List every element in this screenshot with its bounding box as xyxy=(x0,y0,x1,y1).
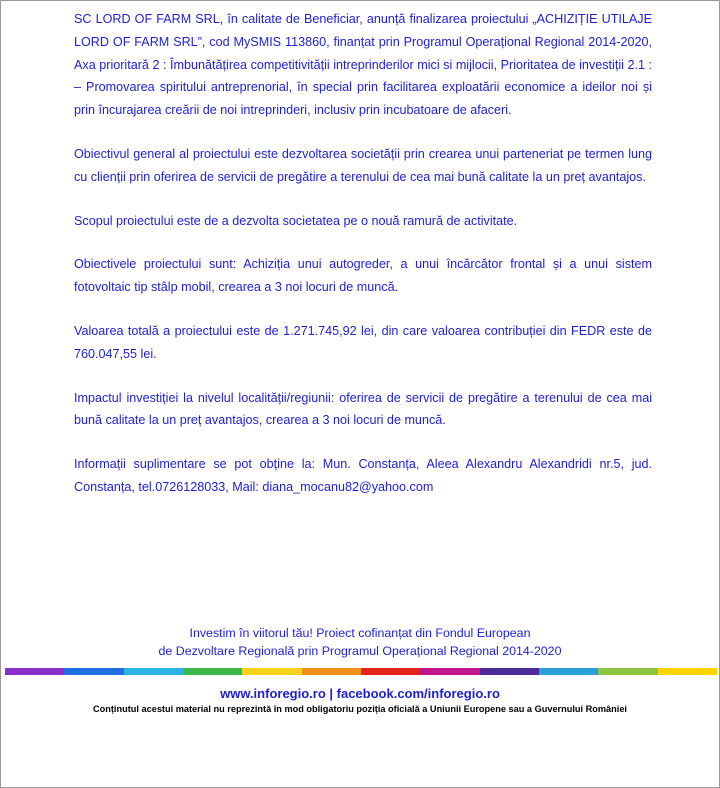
slogan-line-2: de Dezvoltare Regională prin Programul Operațional Regional 2014-2020 xyxy=(158,644,562,658)
eu-disclaimer: Conținutul acestui material nu reprezintă în mod obligatoriu poziția oficială a Uniunii Europene sau a Guvernului României xyxy=(93,704,627,714)
color-bar-segment xyxy=(539,668,598,675)
value-paragraph: Valoarea totală a proiectului este de 1.271.745,92 lei, din care valoarea contribuției din FEDR este de 760.047,55 lei. xyxy=(74,323,652,361)
scope-paragraph: Scopul proiectului este de a dezvolta societatea pe o nouă ramură de activitate. xyxy=(74,213,518,228)
color-bar-segment xyxy=(242,668,301,675)
announcement-body xyxy=(74,8,652,520)
intro-paragraph: SC LORD OF FARM SRL, în calitate de Beneficiar, anunță finalizarea proiectului „ACHIZIȚIE UTILAJE LORD OF FARM SRL”, cod MySMIS 113860, finanțat prin Programul Operațional Regional 2014-2020, Axa prioritară 2 : Îmbunătățirea competitivității intreprinderilor mici si mijlocii, Prioritatea de investiții 2.1 : – Promovarea spiritului antreprenorial, în special prin facilitarea exploatării economice a ideilor noi și prin încurajarea creării de noi intreprinderi, inclusiv prin incubatoare de afaceri. xyxy=(74,12,652,118)
color-bar-segment xyxy=(480,668,539,675)
objectives-paragraph: Obiectivele proiectului sunt: Achiziția unui autogreder, a unui încărcător frontal și a unui sistem fotovoltaic tip stâlp mobil, crearea a 3 noi locuri de muncă. xyxy=(74,257,652,295)
color-bar-segment xyxy=(302,668,361,675)
color-bar-segment xyxy=(124,668,183,675)
regio-color-bar xyxy=(5,668,717,675)
color-bar-segment xyxy=(598,668,657,675)
color-bar-segment xyxy=(361,668,420,675)
slogan-line-1: Investim în viitorul tău! Proiect cofinanțat din Fondul European xyxy=(189,626,531,640)
color-bar-segment xyxy=(5,668,64,675)
color-bar-segment xyxy=(658,668,717,675)
general-objective-paragraph: Obiectivul general al proiectului este dezvoltarea societății prin crearea unui parteneriat pe termen lung cu clienții prin oferirea de servicii de pregătire a terenului de cea mai bună calitate la un preț avantajos. xyxy=(74,146,652,184)
inforegio-links[interactable]: www.inforegio.ro | facebook.com/inforegio.ro xyxy=(220,686,500,701)
impact-paragraph: Impactul investiției la nivelul localității/regiunii: oferirea de servicii de pregătire a terenului de cea mai bună calitate la un preț avantajos, crearea a 3 noi locuri de muncă. xyxy=(74,390,652,428)
color-bar-segment xyxy=(183,668,242,675)
contact-paragraph: Informații suplimentare se pot obține la: Mun. Constanța, Aleea Alexandru Alexandridi nr.5, jud. Constanța, tel.0726128033, Mail: diana_mocanu82@yahoo.com xyxy=(74,457,652,494)
funding-slogan xyxy=(0,624,720,660)
color-bar-segment xyxy=(64,668,123,675)
color-bar-segment xyxy=(420,668,479,675)
